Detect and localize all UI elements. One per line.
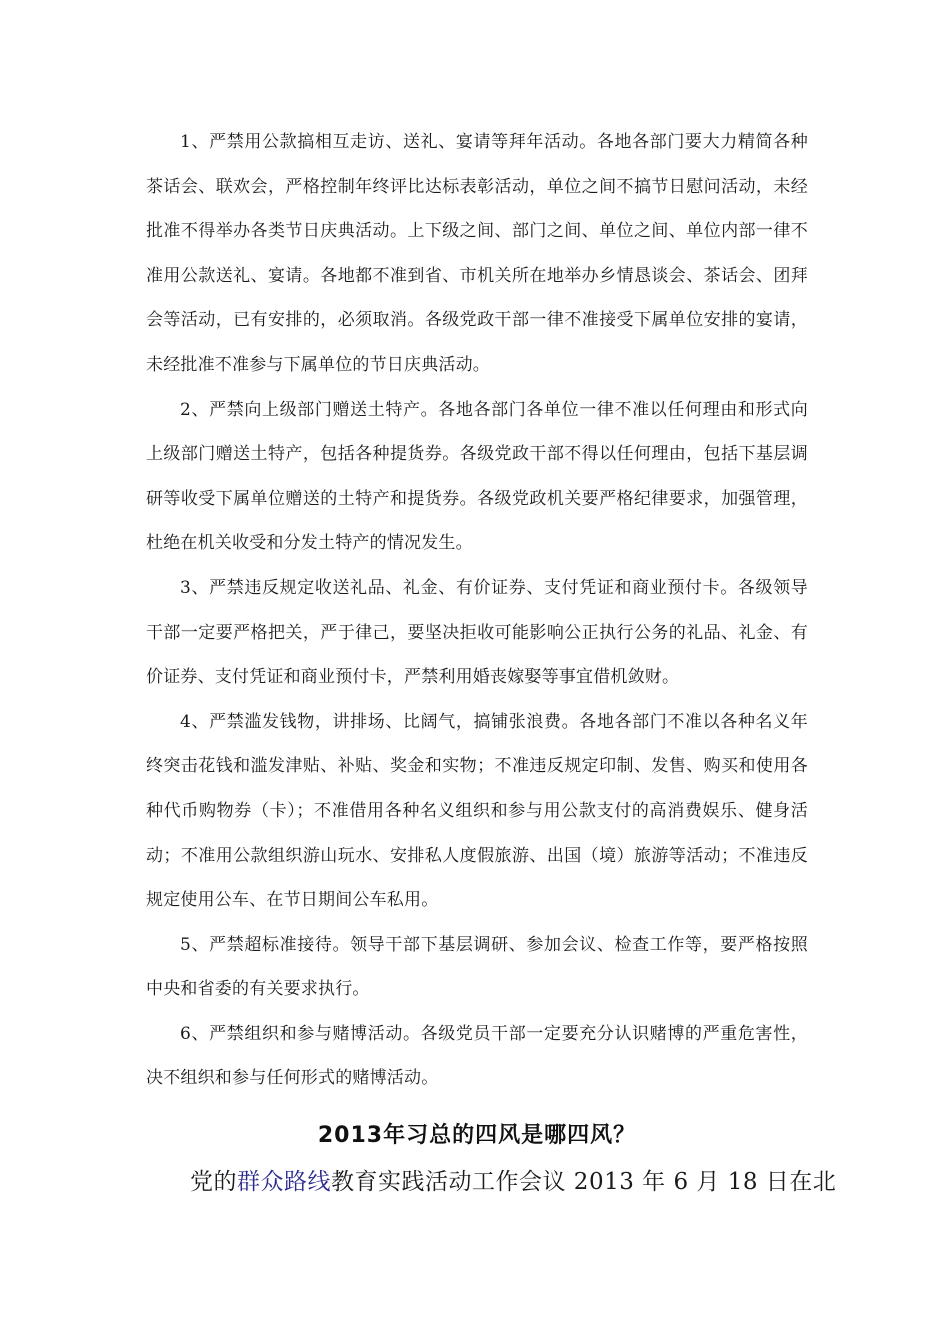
paragraph-3: 3、严禁违反规定收送礼品、礼金、有价证券、支付凭证和商业预付卡。各级领导干部一定要严格把关，严于律己，要坚决拒收可能影响公正执行公务的礼品、礼金、有价证券、支付凭证和商业预付卡，严禁利用婚丧嫁娶等事宜借机敛财。 bbox=[146, 577, 808, 688]
intro-paragraph bbox=[146, 1158, 846, 1206]
paragraph-5: 5、严禁超标准接待。领导干部下基层调研、参加会议、检查工作等，要严格按照中央和省委的有关要求执行。 bbox=[146, 934, 808, 1000]
paragraph-1: 1、严禁用公款搞相互走访、送礼、宴请等拜年活动。各地各部门要大力精简各种茶话会、联欢会，严格控制年终评比达标表彰活动，单位之间不搞节日慰问活动，未经批准不得举办各类节日庆典活动。上下级之间、部门之间、单位之间、单位内部一律不准用公款送礼、宴请。各地都不准到省、市机关所在地举办乡情恳谈会、茶话会、团拜会等活动，已有安排的，必须取消。各级党政干部一律不准接受下属单位安排的宴请，未经批准不准参与下属单位的节日庆典活动。 bbox=[146, 132, 808, 375]
paragraph-6: 6、严禁组织和参与赌博活动。各级党员干部一定要充分认识赌博的严重危害性，决不组织和参与任何形式的赌博活动。 bbox=[146, 1023, 808, 1089]
paragraph-2: 2、严禁向上级部门赠送土特产。各地各部门各单位一律不准以任何理由和形式向上级部门赠送土特产，包括各种提货券。各级党政干部不得以任何理由，包括下基层调研等收受下属单位赠送的土特产和提货券。各级党政机关要严格纪律要求，加强管理，杜绝在机关收受和分发土特产的情况发生。 bbox=[146, 399, 808, 554]
intro-text-before: 党的 bbox=[190, 1169, 237, 1195]
paragraph-4: 4、严禁滥发钱物，讲排场、比阔气，搞铺张浪费。各地各部门不准以各种名义年终突击花钱和滥发津贴、补贴、奖金和实物；不准违反规定印制、发售、购买和使用各种代币购物券（卡）；不准借用各种名义组织和参与用公款支付的高消费娱乐、健身活动；不准用公款组织游山玩水、安排私人度假旅游、出国（境）旅游等活动；不准违反规定使用公车、在节日期间公车私用。 bbox=[146, 711, 808, 911]
section-heading: 2013年习总的四风是哪四风？ bbox=[317, 1123, 637, 1148]
intro-text-after: 教育实践活动工作会议 2013 年 6 月 18 日在北 bbox=[331, 1169, 837, 1195]
document-body bbox=[146, 120, 808, 1101]
mass-line-link[interactable]: 群众路线 bbox=[237, 1169, 331, 1195]
